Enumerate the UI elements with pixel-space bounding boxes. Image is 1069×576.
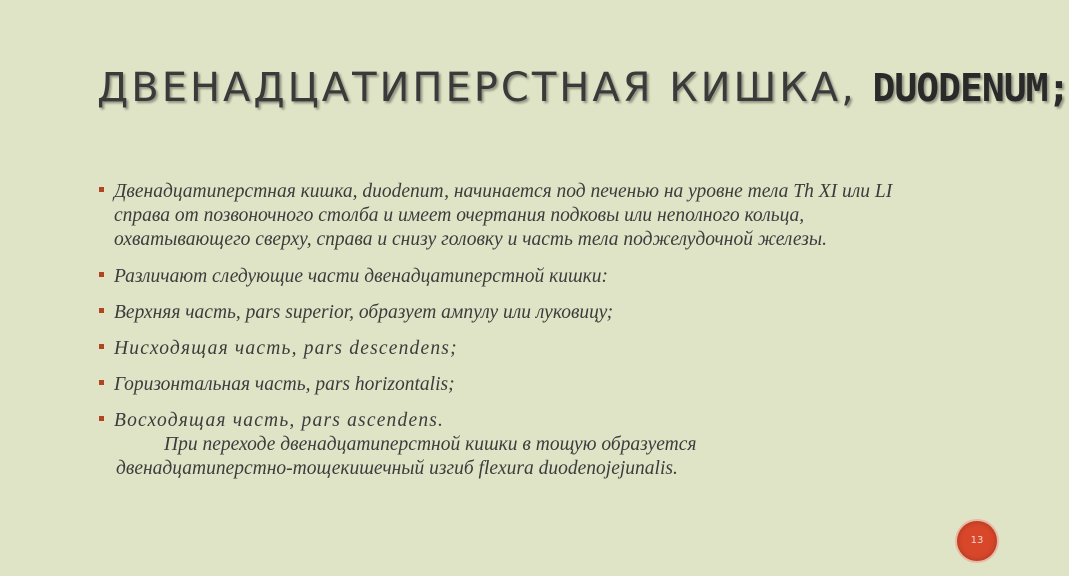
note-line-1: При переходе двенадцатиперстной кишки в тощую образуется bbox=[164, 434, 697, 455]
bullet-item-pars-horizontalis bbox=[99, 373, 919, 397]
bullet-icon bbox=[99, 380, 104, 385]
bullet-item-pars-ascendens bbox=[99, 409, 919, 433]
slide-body bbox=[99, 180, 919, 481]
bullet-icon bbox=[99, 308, 104, 313]
bullet-icon bbox=[99, 187, 104, 192]
bullet-text: Нисходящая часть, pars descendens; bbox=[114, 338, 458, 359]
bullet-text: Восходящая часть, pars ascendens. bbox=[114, 410, 445, 431]
bullet-icon bbox=[99, 416, 104, 421]
bullet-text: Двенадцатиперстная кишка, duodenит, начинается под печенью на уровне тела Th XI или LI справа от позвоночного столба и имеет очертания подковы или неполного кольца, охватывающего сверху, справа и снизу головку и часть тела поджелудочной железы. bbox=[114, 181, 893, 250]
slide-title bbox=[97, 60, 1069, 116]
page-number: 13 bbox=[970, 535, 984, 546]
bullet-text: Различают следующие части двенадцатиперстной кишки: bbox=[114, 266, 609, 287]
bullet-text: Верхняя часть, pars superior, образует ампулу или луковицу; bbox=[114, 302, 614, 323]
note-line-2: двенадцатиперстно-тощекишечный изгиб flexura duodenojejunalis. bbox=[116, 458, 678, 479]
page-number-badge bbox=[957, 521, 997, 561]
bullet-text: Горизонтальная часть, pars horizontalis; bbox=[114, 374, 455, 395]
bullet-item-parts-intro bbox=[99, 265, 919, 289]
bullet-item-pars-superior bbox=[99, 301, 919, 325]
slide-title-latin: DUODENUM; bbox=[872, 66, 1069, 110]
bullet-icon bbox=[99, 272, 104, 277]
bullet-item-pars-descendens bbox=[99, 337, 919, 361]
bullet-item-definition bbox=[99, 180, 919, 252]
bullet-icon bbox=[99, 344, 104, 349]
slide-title-cyrillic: ДВЕНАДЦАТИПЕРСТНАЯ КИШКА, bbox=[97, 65, 857, 111]
